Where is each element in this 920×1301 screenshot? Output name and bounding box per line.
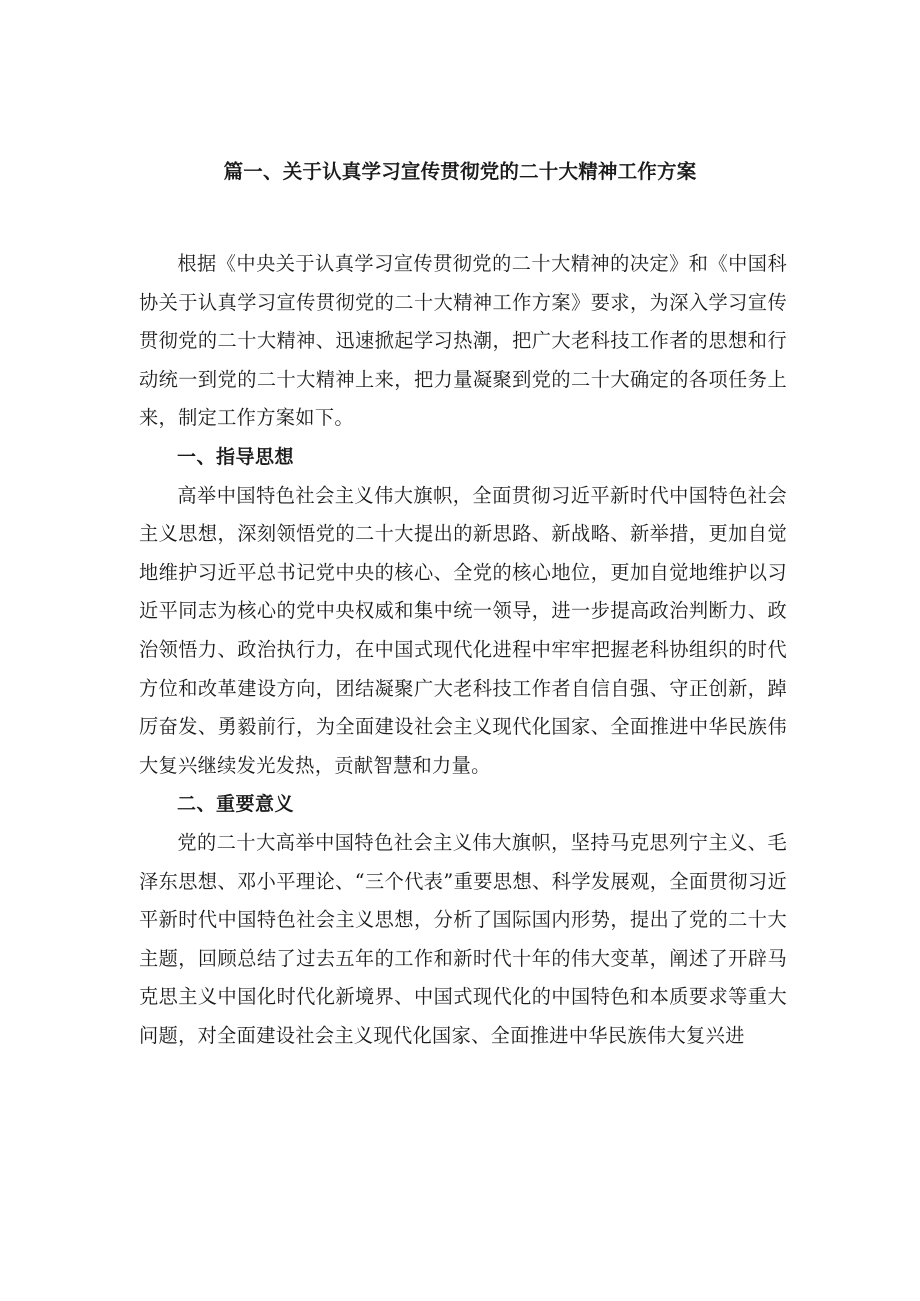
section-heading-guiding-thought: 一、指导思想 [177,445,295,468]
section-paragraph-guiding-thought: 高举中国特色社会主义伟大旗帜，全面贯彻习近平新时代中国特色社会主义思想，深刻领悟党的二十大提出的新思路、新战略、新举措，更加自觉地维护习近平总书记党中央的核心、全党的核心地位，更加自觉地维护以习近平同志为核心的党中央权威和集中统一领导，进一步提高政治判断力、政治领悟力、政治执行力，在中国式现代化进程中牢牢把握老科协组织的时代方位和改革建设方向，团结凝聚广大老科技工作者自信自强、守正创新，踔厉奋发、勇毅前行，为全面建设社会主义现代化国家、全面推进中华民族伟大复兴继续发光发热，贡献智慧和力量。 [139,483,787,777]
section-paragraph-significance: 党的二十大高举中国特色社会主义伟大旗帜，坚持马克思列宁主义、毛泽东思想、邓小平理论、“三个代表”重要思想、科学发展观，全面贯彻习近平新时代中国特色社会主义思想，分析了国际国内形势，提出了党的二十大主题，回顾总结了过去五年的工作和新时代十年的伟大变革，阐述了开辟马克思主义中国化时代化新境界、中国式现代化的中国特色和本质要求等重大问题，对全面建设社会主义现代化国家、全面推进中华民族伟大复兴进 [139,830,787,1047]
document-title: 篇一、关于认真学习宣传贯彻党的二十大精神工作方案 [223,160,697,183]
document-body [139,245,787,1055]
intro-paragraph: 根据《中央关于认真学习宣传贯彻党的二十大精神的决定》和《中国科协关于认真学习宣传贯彻党的二十大精神工作方案》要求，为深入学习宣传贯彻党的二十大精神、迅速掀起学习热潮，把广大老科技工作者的思想和行动统一到党的二十大精神上来，把力量凝聚到党的二十大确定的各项任务上来，制定工作方案如下。 [139,252,787,430]
section-heading-significance: 二、重要意义 [177,793,295,816]
